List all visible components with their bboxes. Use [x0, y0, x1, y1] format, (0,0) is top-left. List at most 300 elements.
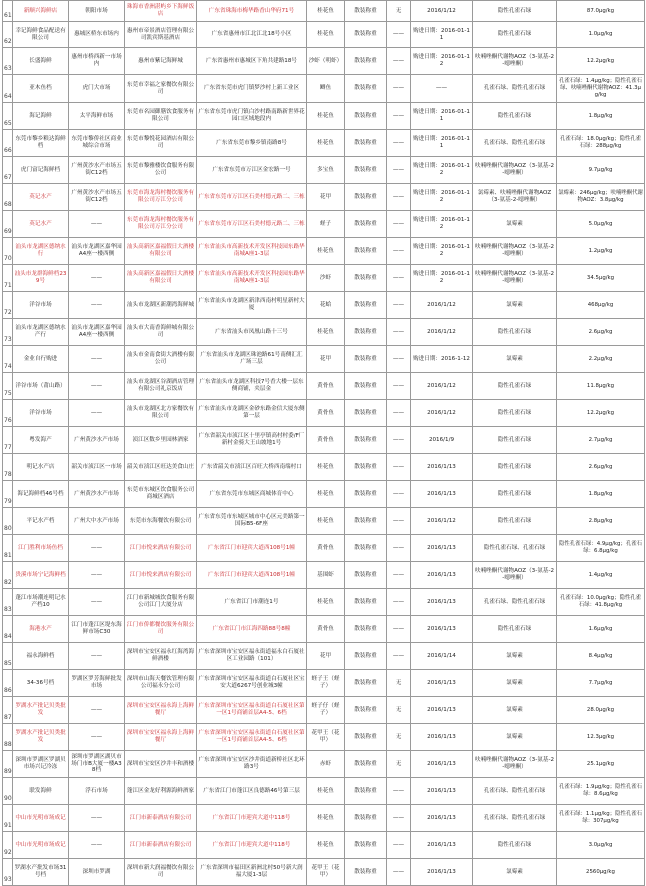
production-date-cell: 2016/1/12 — [411, 373, 473, 400]
production-date-cell: 2016/1/13 — [411, 751, 473, 778]
brand-cell: —— — [387, 292, 411, 319]
sampled-unit-cell: 江门市悦来酒店有限公司 — [125, 535, 197, 562]
sampled-unit-address-cell: 广东省东莞市虎门镇梦沙村上新工业区 — [197, 75, 307, 103]
failed-item-cell: 氯霉素 — [473, 211, 557, 238]
row-number-cell: 92 — [3, 832, 13, 859]
failed-item-cell: 隐性孔雀石绿 — [473, 400, 557, 427]
test-result-cell: 2560μg/kg — [557, 859, 645, 886]
brand-cell: —— — [387, 400, 411, 427]
sample-spec-cell: 散装称重 — [345, 805, 387, 832]
sampled-unit-address-cell: 广东省江门市迎宾大道西108号1幢 — [197, 562, 307, 589]
row-number-cell: 64 — [3, 75, 13, 103]
test-result-cell: 3.0μg/kg — [557, 832, 645, 859]
row-number-cell: 75 — [3, 373, 13, 400]
sampled-unit-address-cell: 广东省江门市江海四路88号8幢 — [197, 616, 307, 643]
sampled-unit-cell: 东莞市黎雅楼饮食服务有限公司 — [125, 157, 197, 184]
product-name-cell: 鲫鱼 — [307, 75, 345, 103]
table-row — [3, 265, 645, 292]
vendor-name-cell: 英记水产 — [13, 211, 69, 238]
vendor-name-cell: 虎门富记海鲜档 — [13, 157, 69, 184]
brand-cell: —— — [387, 157, 411, 184]
sample-spec-cell: 散装称重 — [345, 265, 387, 292]
vendor-market-cell: —— — [69, 535, 125, 562]
vendor-market-cell: —— — [69, 805, 125, 832]
test-result-cell: 11.8μg/kg — [557, 373, 645, 400]
sample-spec-cell: 散装称重 — [345, 589, 387, 616]
brand-cell: —— — [387, 346, 411, 373]
sample-spec-cell: 散装称重 — [345, 130, 387, 157]
test-result-cell: 12.3μg/kg — [557, 724, 645, 751]
row-number-cell: 82 — [3, 562, 13, 589]
test-result-cell: 12.2μg/kg — [557, 400, 645, 427]
production-date-cell: 购进日期：2016-01-11 — [411, 22, 473, 48]
product-name-cell: 桂花鱼 — [307, 805, 345, 832]
sampled-unit-address-cell: 广东省深圳市宝安区福永街道白石厦社区第一区1号商铺首层A4-5、6档 — [197, 697, 307, 724]
sampled-unit-cell: 江门市新城城饮食服务有限公司江门大厦分店 — [125, 589, 197, 616]
vendor-name-cell: 平记水产档 — [13, 508, 69, 535]
failed-item-cell: 孔雀石绿、隐性孔雀石绿 — [473, 75, 557, 103]
vendor-name-cell: 中山市光明市场成记 — [13, 805, 69, 832]
sample-spec-cell: 散装称重 — [345, 103, 387, 130]
test-result-cell: 1.8μg/kg — [557, 481, 645, 508]
sampled-unit-cell: 深圳市宝安区沙井丰和酒楼 — [125, 751, 197, 778]
vendor-name-cell: 34-36号档 — [13, 670, 69, 697]
vendor-name-cell: 海记海鲜 — [13, 103, 69, 130]
product-name-cell: 花甲王（花甲） — [307, 859, 345, 886]
product-name-cell: 黄骨鱼 — [307, 373, 345, 400]
row-number-cell: 87 — [3, 697, 13, 724]
row-number-cell: 68 — [3, 184, 13, 211]
test-result-cell: 2.2μg/kg — [557, 346, 645, 373]
row-number-cell: 74 — [3, 346, 13, 373]
vendor-market-cell: 汕头市龙湖区嘉华园A4座一楼西侧 — [69, 238, 125, 265]
sample-spec-cell: 散装称重 — [345, 157, 387, 184]
brand-cell: 无 — [387, 670, 411, 697]
row-number-cell: 62 — [3, 22, 13, 48]
brand-cell: —— — [387, 859, 411, 886]
product-name-cell: 沙虾 — [307, 265, 345, 292]
vendor-market-cell: 广州黄沙水产市场 — [69, 481, 125, 508]
vendor-market-cell: —— — [69, 346, 125, 373]
test-result-cell: 5.0μg/kg — [557, 211, 645, 238]
sampled-unit-address-cell: 广东省深圳市宝安区福永街道福永白石厦社区工业园路（101） — [197, 643, 307, 670]
brand-cell: —— — [387, 319, 411, 346]
sampled-unit-address-cell: 广东省汕头市凤凰山路十三号 — [197, 319, 307, 346]
product-name-cell: 花甲 — [307, 346, 345, 373]
vendor-name-cell: 英记水产 — [13, 184, 69, 211]
vendor-market-cell: 江门市蓬江区堤东海鲜市场C30 — [69, 616, 125, 643]
sample-spec-cell: 散装称重 — [345, 319, 387, 346]
brand-cell: —— — [387, 778, 411, 805]
sampled-unit-cell: 韶关市浈江区旺达美食山庄 — [125, 454, 197, 481]
test-result-cell: 1.0μg/kg — [557, 22, 645, 48]
failed-item-cell: 孔雀石绿、隐性孔雀石绿 — [473, 589, 557, 616]
sampled-unit-address-cell: 广东省汕头市高新技术开发区科技园东路华南城A座1-3层 — [197, 265, 307, 292]
row-number-cell: 85 — [3, 643, 13, 670]
sampled-unit-address-cell: 广东省东莞市东城区城市中心区元美路第一国际B5-6F座 — [197, 508, 307, 535]
product-name-cell: 沙虾（明虾） — [307, 48, 345, 75]
table-row — [3, 427, 645, 454]
sampled-unit-cell: 汕头高新区嘉福假日大酒楼有限公司 — [125, 238, 197, 265]
production-date-cell: —— — [411, 75, 473, 103]
row-number-cell: 83 — [3, 589, 13, 616]
sampled-unit-cell: 江门市新泰酒店有限公司 — [125, 832, 197, 859]
production-date-cell: 购进日期：2016-01-12 — [411, 238, 473, 265]
row-number-cell: 90 — [3, 778, 13, 805]
table-row — [3, 319, 645, 346]
brand-cell: 无 — [387, 724, 411, 751]
production-date-cell: 购进日期：2016-01-12 — [411, 48, 473, 75]
production-date-cell: 2016/1/13 — [411, 859, 473, 886]
sampled-unit-cell: 珠海市香洲湛屿乡下海鲜饭店 — [125, 1, 197, 22]
production-date-cell: 购进日期：2016-01-11 — [411, 130, 473, 157]
vendor-market-cell: 惠州市桥西新一市场内 — [69, 48, 125, 75]
test-result-cell: 孔雀石绿：1.1μg/kg；隐性孔雀石绿：307μg/kg — [557, 805, 645, 832]
table-row — [3, 724, 645, 751]
vendor-market-cell: 惠城区桥东市场内 — [69, 22, 125, 48]
sampled-unit-address-cell: 广东省深圳市福田区新洲北村50号新大润福大厦1-3层 — [197, 859, 307, 886]
vendor-name-cell: 洋谷市场（莆山路） — [13, 373, 69, 400]
vendor-name-cell: 江门胜利市场鱼档 — [13, 535, 69, 562]
production-date-cell: 2016/1/12 — [411, 400, 473, 427]
product-name-cell: 桂花鱼 — [307, 832, 345, 859]
sampled-unit-cell: 江门市新泰酒店有限公司 — [125, 805, 197, 832]
sampled-unit-cell: 深圳市新大润福餐饮有限公司 — [125, 859, 197, 886]
vendor-market-cell: —— — [69, 832, 125, 859]
row-number-cell: 71 — [3, 265, 13, 292]
table-row — [3, 805, 645, 832]
row-number-cell: 65 — [3, 103, 13, 130]
sample-spec-cell: 散装称重 — [345, 832, 387, 859]
failed-item-cell: 氯霉素、呋喃唑酮代谢物AOZ（3-氨基-2-噁唑酮） — [473, 184, 557, 211]
failed-item-cell: 隐性孔雀石绿 — [473, 481, 557, 508]
row-number-cell: 63 — [3, 48, 13, 75]
failed-item-cell: 隐性孔雀石绿 — [473, 103, 557, 130]
row-number-cell: 78 — [3, 454, 13, 481]
row-number-cell: 93 — [3, 859, 13, 886]
brand-cell: —— — [387, 616, 411, 643]
product-name-cell: 桂花鱼 — [307, 103, 345, 130]
test-result-cell: 孔雀石绿：1.9μg/kg；隐性孔雀石绿：8.6μg/kg — [557, 778, 645, 805]
sample-spec-cell: 散装称重 — [345, 481, 387, 508]
production-date-cell: 2016/1/9 — [411, 427, 473, 454]
vendor-name-cell: 福永海鲜档 — [13, 643, 69, 670]
table-row — [3, 75, 645, 103]
vendor-name-cell: 罗湖水产批发市场31号档 — [13, 859, 69, 886]
test-result-cell: 孔雀石绿：18.0μg/kg；隐性孔雀石绿：288μg/kg — [557, 130, 645, 157]
production-date-cell: 2016/1/13 — [411, 697, 473, 724]
row-number-cell: 88 — [3, 724, 13, 751]
vendor-name-cell: 联发海鲜 — [13, 778, 69, 805]
sample-spec-cell: 散装称重 — [345, 184, 387, 211]
sample-spec-cell: 散装称重 — [345, 400, 387, 427]
production-date-cell: 购进日期：2016-01-11 — [411, 103, 473, 130]
sample-spec-cell: 散装称重 — [345, 346, 387, 373]
sampled-unit-cell: 深圳市宝安区福永海上海鲜餐厅 — [125, 697, 197, 724]
failed-item-cell: 隐性孔雀石绿、孔雀石绿 — [473, 535, 557, 562]
brand-cell: —— — [387, 22, 411, 48]
table-row — [3, 346, 645, 373]
vendor-name-cell: 汕头市龙湖区德纳水行 — [13, 238, 69, 265]
vendor-name-cell: 洋谷市场 — [13, 292, 69, 319]
product-name-cell: 基围虾 — [307, 562, 345, 589]
test-result-cell: 468μg/kg — [557, 292, 645, 319]
production-date-cell: 购进日期：2016-01-12 — [411, 157, 473, 184]
brand-cell: —— — [387, 184, 411, 211]
sampled-unit-address-cell: 广东省韶关市浈江区十里亭镇高村村委/F厂新村金骑大王山坡地1号 — [197, 427, 307, 454]
product-name-cell: 桂花鱼 — [307, 508, 345, 535]
sampled-unit-address-cell: 广东省汕头市高新技术开发区科技园东路华南城A座1-3层 — [197, 238, 307, 265]
table-row — [3, 184, 645, 211]
test-result-cell: 34.5μg/kg — [557, 265, 645, 292]
test-result-cell: 9.7μg/kg — [557, 157, 645, 184]
production-date-cell: 2016/1/13 — [411, 724, 473, 751]
brand-cell: —— — [387, 211, 411, 238]
sampled-unit-address-cell: 广东省东莞市黎乡镇南路8号 — [197, 130, 307, 157]
vendor-name-cell: 深圳市罗湖区罗湖贝市场兴记冷冻 — [13, 751, 69, 778]
vendor-market-cell: 东莞市黎侨社区商业城综合市场 — [69, 130, 125, 157]
product-name-cell: 花蛤 — [307, 292, 345, 319]
vendor-name-cell: 幸记海鲜食品配送有限公司 — [13, 22, 69, 48]
vendor-name-cell: 罗湖水产批记贝类批发 — [13, 724, 69, 751]
table-row — [3, 400, 645, 427]
sampled-unit-cell: 江门市悦来酒店有限公司 — [125, 562, 197, 589]
vendor-market-cell: —— — [69, 211, 125, 238]
brand-cell: —— — [387, 481, 411, 508]
brand-cell: 无 — [387, 751, 411, 778]
table-row — [3, 751, 645, 778]
product-name-cell: 赤虾 — [307, 751, 345, 778]
sample-spec-cell: 散装称重 — [345, 238, 387, 265]
production-date-cell: 2016/1/12 — [411, 319, 473, 346]
table-row — [3, 643, 645, 670]
sampled-unit-address-cell: 广东省韶关市浈江区百旺大桥西南端村口 — [197, 454, 307, 481]
brand-cell: —— — [387, 832, 411, 859]
sampled-unit-address-cell: 广东省东莞市万江区金宏路一号 — [197, 157, 307, 184]
production-date-cell: 2016/1/13 — [411, 805, 473, 832]
failed-item-cell: 隐性孔雀石绿 — [473, 508, 557, 535]
sampled-unit-cell: 东莞市海龙海村餐饮服务有限公司万江分公司 — [125, 184, 197, 211]
failed-item-cell: 隐性孔雀石绿 — [473, 454, 557, 481]
sample-spec-cell: 散装称重 — [345, 697, 387, 724]
table-row — [3, 697, 645, 724]
table-row — [3, 238, 645, 265]
row-number-cell: 80 — [3, 508, 13, 535]
table-row — [3, 616, 645, 643]
vendor-market-cell: —— — [69, 724, 125, 751]
vendor-name-cell: 海记海鲜档46号档 — [13, 481, 69, 508]
vendor-name-cell: 中山市光明市场成记 — [13, 832, 69, 859]
sample-spec-cell: 散装称重 — [345, 454, 387, 481]
failed-item-cell: 呋喃唑酮代谢物AOZ（3-氨基-2-噁唑酮） — [473, 238, 557, 265]
production-date-cell: 2016/1/13 — [411, 535, 473, 562]
table-row — [3, 103, 645, 130]
vendor-market-cell: 深圳市罗湖 — [69, 859, 125, 886]
inspection-results-table — [2, 0, 645, 886]
failed-item-cell: 氯霉素 — [473, 292, 557, 319]
sampled-unit-cell: 东莞市幸福之家餐饮有限公司 — [125, 75, 197, 103]
brand-cell: —— — [387, 265, 411, 292]
vendor-name-cell: 蓬江市场潮连明记水产档10 — [13, 589, 69, 616]
sampled-unit-address-cell: 广东省东莞市万江区石美村德元路二、三栋 — [197, 184, 307, 211]
failed-item-cell: 孔雀石绿、隐性孔雀石绿 — [473, 805, 557, 832]
sampled-unit-address-cell: 广东省东莞市虎门镇白沙村路南路新世界花园口区域地段内 — [197, 103, 307, 130]
product-name-cell: 蛏子 — [307, 211, 345, 238]
product-name-cell: 桂花鱼 — [307, 481, 345, 508]
product-name-cell: 蛏子仔（蛏子） — [307, 697, 345, 724]
production-date-cell: 2016/1/13 — [411, 454, 473, 481]
sampled-unit-address-cell: 广东省深圳市宝安区福永街道白石厦社区宝安大道6267号创业城3幢 — [197, 670, 307, 697]
product-name-cell: 桂花鱼 — [307, 319, 345, 346]
vendor-market-cell: 广州黄沙水产市场 — [69, 427, 125, 454]
sampled-unit-address-cell: 广东省汕头市龙湖区新津西南村明星新村大厦 — [197, 292, 307, 319]
production-date-cell: 2016/1/13 — [411, 670, 473, 697]
sampled-unit-address-cell: 广东省江门市迎宾大道中118号 — [197, 832, 307, 859]
vendor-market-cell: 汕头市龙湖区嘉华园A4座一楼西侧 — [69, 319, 125, 346]
production-date-cell: 2016/1/13 — [411, 778, 473, 805]
row-number-cell: 72 — [3, 292, 13, 319]
test-result-cell: 2.8μg/kg — [557, 508, 645, 535]
row-number-cell: 86 — [3, 670, 13, 697]
vendor-name-cell: 贵溪市场宁记海鲜档 — [13, 562, 69, 589]
product-name-cell: 桂花鱼 — [307, 22, 345, 48]
brand-cell: —— — [387, 643, 411, 670]
failed-item-cell: 隐性孔雀石绿 — [473, 427, 557, 454]
production-date-cell: 2016/1/13 — [411, 562, 473, 589]
brand-cell: —— — [387, 130, 411, 157]
table-row — [3, 157, 645, 184]
test-result-cell: 隐性孔雀石绿：4.9μg/kg；孔雀石绿：6.8μg/kg — [557, 535, 645, 562]
vendor-market-cell: 广州大中水产市场 — [69, 508, 125, 535]
vendor-market-cell: 深圳市罗湖区湖贝市场门市B大厦一楼A38档 — [69, 751, 125, 778]
vendor-market-cell: —— — [69, 265, 125, 292]
table-row — [3, 562, 645, 589]
row-number-cell: 89 — [3, 751, 13, 778]
sampled-unit-cell: 汕头市龙湖区新潮湾海鲜城 — [125, 292, 197, 319]
brand-cell: —— — [387, 562, 411, 589]
product-name-cell: 花甲 — [307, 643, 345, 670]
table-row — [3, 535, 645, 562]
sample-spec-cell: 散装称重 — [345, 1, 387, 22]
table-row — [3, 22, 645, 48]
sample-spec-cell: 散装称重 — [345, 292, 387, 319]
vendor-market-cell: —— — [69, 292, 125, 319]
sampled-unit-address-cell: 广东省深圳市宝安区福永街道白石厦社区第一区1号商铺首层A4-5、6档 — [197, 724, 307, 751]
vendor-name-cell: 罗湖水产批记贝类批发 — [13, 697, 69, 724]
vendor-market-cell: 浮石市场 — [69, 778, 125, 805]
vendor-market-cell: 广州黄沙水产市场五街C12档 — [69, 184, 125, 211]
vendor-market-cell: 韶关市浈江区一市场 — [69, 454, 125, 481]
vendor-market-cell: 罗湖区罗芳海鲜批发市场 — [69, 670, 125, 697]
test-result-cell: 孔雀石绿：10.0μg/kg；隐性孔雀石绿：41.8μg/kg — [557, 589, 645, 616]
product-name-cell: 黄骨鱼 — [307, 535, 345, 562]
row-number-cell: 84 — [3, 616, 13, 643]
vendor-name-cell: 粤发海产 — [13, 427, 69, 454]
sampled-unit-address-cell: 广东省珠海市梅华路香山华府71号 — [197, 1, 307, 22]
brand-cell: —— — [387, 454, 411, 481]
vendor-name-cell: 亚木鱼档 — [13, 75, 69, 103]
sampled-unit-cell: 惠州市帝景酒店管理有限公司凯宾斯基酒店 — [125, 22, 197, 48]
test-result-cell: 8.4μg/kg — [557, 643, 645, 670]
vendor-name-cell: 汕头市龙湖区德纳水产行 — [13, 319, 69, 346]
row-number-cell: 76 — [3, 400, 13, 427]
sample-spec-cell: 散装称重 — [345, 22, 387, 48]
table-row — [3, 508, 645, 535]
failed-item-cell: 孔雀石绿、隐性孔雀石绿 — [473, 130, 557, 157]
product-name-cell: 桂花鱼 — [307, 238, 345, 265]
sampled-unit-address-cell: 广东省惠州市惠城区下角共建路18号 — [197, 48, 307, 75]
failed-item-cell: 隐性孔雀石绿 — [473, 22, 557, 48]
vendor-name-cell: 新顺兴海鲜店 — [13, 1, 69, 22]
test-result-cell: 2.6μg/kg — [557, 454, 645, 481]
sample-spec-cell: 散装称重 — [345, 643, 387, 670]
sampled-unit-address-cell: 广东省东莞市东城区商城体育中心 — [197, 481, 307, 508]
table-row — [3, 670, 645, 697]
sample-spec-cell: 散装称重 — [345, 724, 387, 751]
sample-spec-cell: 散装称重 — [345, 75, 387, 103]
sample-spec-cell: 散装称重 — [345, 48, 387, 75]
table-row — [3, 778, 645, 805]
failed-item-cell: 氯霉素 — [473, 724, 557, 751]
product-name-cell: 黄骨鱼 — [307, 427, 345, 454]
sampled-unit-address-cell: 广东省汕头市龙湖区科技7号香大楼一层东侧商铺，夹层金 — [197, 373, 307, 400]
failed-item-cell: 隐性孔雀石绿 — [473, 319, 557, 346]
brand-cell: 无 — [387, 697, 411, 724]
row-number-cell: 81 — [3, 535, 13, 562]
sampled-unit-cell: 深圳市宝安区福永海上海鲜餐厅 — [125, 724, 197, 751]
row-number-cell: 70 — [3, 238, 13, 265]
sampled-unit-cell: 惠州市紫记海鲜城 — [125, 48, 197, 75]
product-name-cell: 桂花鱼 — [307, 130, 345, 157]
sampled-unit-address-cell: 广东省深圳市宝安区沙井街道新桥社区北环路3号 — [197, 751, 307, 778]
sample-spec-cell: 散装称重 — [345, 859, 387, 886]
production-date-cell: 2016/1/13 — [411, 832, 473, 859]
product-name-cell: 桂花鱼 — [307, 589, 345, 616]
sample-spec-cell: 散装称重 — [345, 427, 387, 454]
failed-item-cell: 氯霉素 — [473, 670, 557, 697]
test-result-cell: 7.7μg/kg — [557, 670, 645, 697]
sampled-unit-address-cell: 广东省江门市蓬江区良德路46号第三层 — [197, 778, 307, 805]
sampled-unit-address-cell: 广东省汕头市龙湖区珠池路61号南侧汇汇广场三层 — [197, 346, 307, 373]
test-result-cell: 1.8μg/kg — [557, 103, 645, 130]
sample-spec-cell: 散装称重 — [345, 211, 387, 238]
brand-cell: 无 — [387, 1, 411, 22]
table-row — [3, 292, 645, 319]
vendor-name-cell: 长盛海鲜 — [13, 48, 69, 75]
test-result-cell: 2.6μg/kg — [557, 319, 645, 346]
sampled-unit-cell: 江门市侨都餐饮服务有限公司 — [125, 616, 197, 643]
sample-spec-cell: 散装称重 — [345, 562, 387, 589]
failed-item-cell: 呋喃唑酮代谢物AOZ（3-氨基-2-噁唑酮） — [473, 157, 557, 184]
vendor-market-cell: —— — [69, 400, 125, 427]
failed-item-cell: 呋喃唑酮代谢物AOZ（3-氨基-2-噁唑酮） — [473, 48, 557, 75]
sample-spec-cell: 散装称重 — [345, 616, 387, 643]
production-date-cell: 购进日期：2016-01-12 — [411, 211, 473, 238]
row-number-cell: 91 — [3, 805, 13, 832]
table-row — [3, 1, 645, 22]
sample-spec-cell: 散装称重 — [345, 508, 387, 535]
brand-cell: —— — [387, 75, 411, 103]
sampled-unit-address-cell: 广东省惠州市江北江北18号小区 — [197, 22, 307, 48]
production-date-cell: 2016/1/13 — [411, 481, 473, 508]
vendor-market-cell: —— — [69, 643, 125, 670]
sampled-unit-cell: 浈江区数乡里园林酒家 — [125, 427, 197, 454]
failed-item-cell: 孔雀石绿、隐性孔雀石绿 — [473, 778, 557, 805]
vendor-name-cell: 汕头市龙群海鲜档239号 — [13, 265, 69, 292]
row-number-cell: 69 — [3, 211, 13, 238]
brand-cell: —— — [387, 48, 411, 75]
row-number-cell: 66 — [3, 130, 13, 157]
